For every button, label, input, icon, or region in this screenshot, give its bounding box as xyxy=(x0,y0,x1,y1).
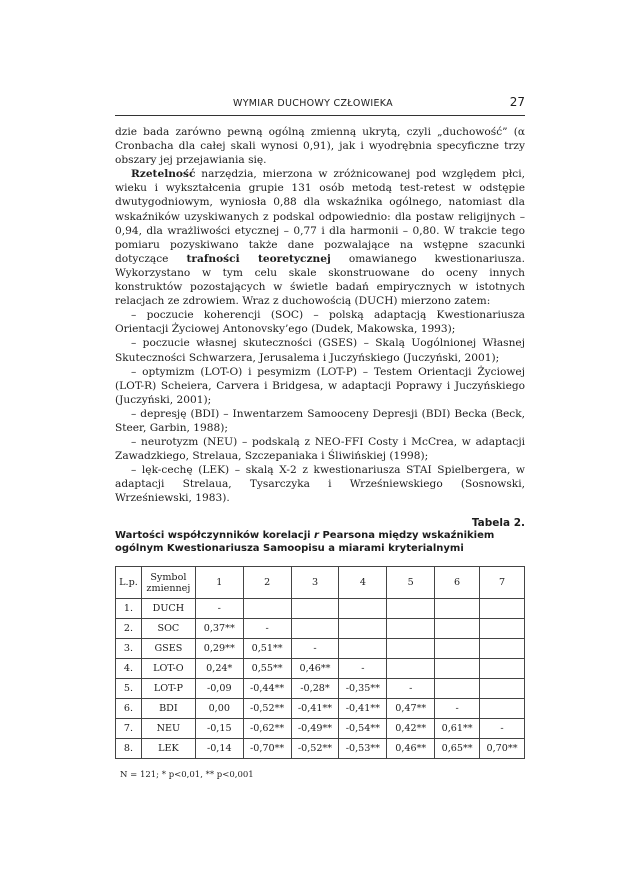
table-cell xyxy=(291,619,339,639)
list-item-lot: – optymizm (LOT-O) i pesymizm (LOT-P) – Testem Orientacji Życiowej (LOT-R) Scheiera, Carvera i Bridgesa, w adaptacji Poprawy i Juczyńskiego (Juczyński, 2001); xyxy=(115,365,525,406)
table-cell: - xyxy=(339,659,387,679)
table-cell: 0,70** xyxy=(480,739,525,759)
table-cell: -0,35** xyxy=(339,679,387,699)
table-cell: 0,29** xyxy=(195,639,243,659)
table-cell: GSES xyxy=(141,639,195,659)
list-item-bdi: – depresję (BDI) – Inwentarzem Samooceny Depresji (BDI) Becka (Beck, Steer, Garbin, 1988); xyxy=(115,407,525,434)
list-item-gses: – poczucie własnej skuteczności (GSES) – Skalą Uogólnionej Własnej Skuteczności Schwarzera, Jerusalema i Juczyńskiego (Juczyński, 2001); xyxy=(115,337,525,364)
table-row xyxy=(116,619,525,639)
table-cell xyxy=(339,639,387,659)
table-note: N = 121; * p<0,01, ** p<0,001 xyxy=(120,770,254,780)
header-cell: 2 xyxy=(243,567,291,599)
table-cell xyxy=(387,619,435,639)
header-cell: 5 xyxy=(387,567,435,599)
table-cell xyxy=(480,699,525,719)
header-cell: Symbol zmiennej xyxy=(141,567,195,599)
table-label: Tabela 2. xyxy=(471,517,525,529)
table-cell: 0,47** xyxy=(387,699,435,719)
caption-r: r xyxy=(314,530,319,541)
table-cell: 5. xyxy=(116,679,142,699)
table-cell: 2. xyxy=(116,619,142,639)
table-cell xyxy=(435,679,480,699)
table-cell: 0,46** xyxy=(387,739,435,759)
table-row xyxy=(116,739,525,759)
table-cell: 0,37** xyxy=(195,619,243,639)
table-cell: - xyxy=(387,679,435,699)
table-cell: 0,55** xyxy=(243,659,291,679)
table-cell xyxy=(387,599,435,619)
caption-text-a: Wartości współczynników korelacji xyxy=(115,530,315,541)
table-cell: 0,61** xyxy=(435,719,480,739)
paragraph-2 xyxy=(115,167,525,308)
table-cell xyxy=(387,639,435,659)
table-cell: SOC xyxy=(141,619,195,639)
correlation-table xyxy=(115,566,525,759)
table-row xyxy=(116,679,525,699)
table-cell: LOT-P xyxy=(141,679,195,699)
header-cell: 4 xyxy=(339,567,387,599)
table-cell xyxy=(435,619,480,639)
paragraph-2-text-a: narzędzia, mierzona w zróżnicowanej pod względem płci, wieku i wykształcenia grupie 131 osób metodą test-retest w odstępie dwutygodniowym, wyniosła 0,88 dla wskaźnika ogólnego, natomiast dla wskaźników uzyskiwanych z podskal odpowiednio: dla postaw religijnych – 0,94, dla wrażliwości etycznej – 0,77 i dla harmonii – 0,80. W trakcie tego pomiaru pozyskiwano także dane pozwalające na wstępne szacunki dotyczące xyxy=(115,168,525,265)
table-row xyxy=(116,719,525,739)
table-row xyxy=(116,599,525,619)
table-row xyxy=(116,659,525,679)
table-cell xyxy=(243,599,291,619)
table-cell: -0,52** xyxy=(243,699,291,719)
table-cell: - xyxy=(435,699,480,719)
table-cell: -0,41** xyxy=(291,699,339,719)
header-cell: 1 xyxy=(195,567,243,599)
table-cell: -0,44** xyxy=(243,679,291,699)
table-cell: -0,14 xyxy=(195,739,243,759)
table-cell: LOT-O xyxy=(141,659,195,679)
table-cell: - xyxy=(195,599,243,619)
list-item-neu: – neurotyzm (NEU) – podskalą z NEO-FFI Costy i McCrea, w adaptacji Zawadzkiego, Strelaua, Szczepaniaka i Śliwińskiej (1998); xyxy=(115,436,525,463)
table-cell: 0,24* xyxy=(195,659,243,679)
running-title: WYMIAR DUCHOWY CZŁOWIEKA xyxy=(233,98,393,109)
table-cell: 0,42** xyxy=(387,719,435,739)
table-cell: -0,52** xyxy=(291,739,339,759)
table-cell: -0,54** xyxy=(339,719,387,739)
table-cell: 4. xyxy=(116,659,142,679)
table-cell: DUCH xyxy=(141,599,195,619)
table-cell xyxy=(480,679,525,699)
header-cell: L.p. xyxy=(116,567,142,599)
header-cell: 7 xyxy=(480,567,525,599)
table-cell: -0,09 xyxy=(195,679,243,699)
caption-text-b: Pearsona między wskaźnikiem ogólnym Kwestionariusza Samoopisu a miarami kryterialnymi xyxy=(115,530,495,554)
header-cell: 6 xyxy=(435,567,480,599)
table-cell: 0,00 xyxy=(195,699,243,719)
table-cell: NEU xyxy=(141,719,195,739)
table-cell: -0,15 xyxy=(195,719,243,739)
table-caption xyxy=(115,529,525,555)
table-cell: - xyxy=(243,619,291,639)
table-cell xyxy=(339,599,387,619)
table-cell: 8. xyxy=(116,739,142,759)
table-cell xyxy=(291,599,339,619)
paragraph-1: dzie bada zarówno pewną ogólną zmienną ukrytą, czyli „duchowość” (α Cronbacha dla całej skali wynosi 0,91), jak i wyodrębnia specyficzne trzy obszary jej przejawiania się. xyxy=(115,126,525,167)
table-cell: 0,65** xyxy=(435,739,480,759)
table-cell: 0,46** xyxy=(291,659,339,679)
table-cell: 0,51** xyxy=(243,639,291,659)
table-row xyxy=(116,639,525,659)
table-cell xyxy=(435,659,480,679)
table-cell: 7. xyxy=(116,719,142,739)
keyword-validity: trafności teoretycznej xyxy=(186,252,331,265)
table-cell: -0,41** xyxy=(339,699,387,719)
table-cell: BDI xyxy=(141,699,195,719)
table-cell xyxy=(339,619,387,639)
table-cell: -0,28* xyxy=(291,679,339,699)
table-cell: -0,49** xyxy=(291,719,339,739)
list-item-soc: – poczucie koherencji (SOC) – polską adaptacją Kwestionariusza Orientacji Życiowej Antonovsky’ego (Dudek, Makowska, 1993); xyxy=(115,309,525,336)
table-cell: LEK xyxy=(141,739,195,759)
table-cell xyxy=(480,599,525,619)
table-cell xyxy=(435,599,480,619)
table-cell: - xyxy=(480,719,525,739)
table-cell: 1. xyxy=(116,599,142,619)
table-cell xyxy=(387,659,435,679)
page-number: 27 xyxy=(509,95,525,109)
table-cell: - xyxy=(291,639,339,659)
table-body xyxy=(116,599,525,759)
keyword-reliability: Rzetelność xyxy=(131,168,196,181)
table-cell: -0,70** xyxy=(243,739,291,759)
table-row xyxy=(116,699,525,719)
table-cell xyxy=(480,619,525,639)
table-cell xyxy=(480,659,525,679)
body-text xyxy=(115,125,525,506)
table-cell: -0,62** xyxy=(243,719,291,739)
table-cell xyxy=(435,639,480,659)
table-cell xyxy=(480,639,525,659)
running-header xyxy=(115,97,525,116)
table-header-row xyxy=(116,567,525,599)
list-item-lek: – lęk-cechę (LEK) – skalą X-2 z kwestionariusza STAI Spielbergera, w adaptacji Strelaua, Tysarczyka i Wrześniewskiego (Sosnowski, Wrześniewski, 1983). xyxy=(115,464,525,505)
paragraph-2-text-b: omawianego kwestionariusza. Wykorzystano w tym celu skale skonstruowane do oceny innych konstruktów pozostających w świetle badań empirycznych w istotnych relacjach ze zdrowiem. Wraz z duchowością (DUCH) mierzono zatem: xyxy=(115,252,525,308)
table-cell: 6. xyxy=(116,699,142,719)
table-cell: 3. xyxy=(116,639,142,659)
header-cell: 3 xyxy=(291,567,339,599)
table-cell: -0,53** xyxy=(339,739,387,759)
